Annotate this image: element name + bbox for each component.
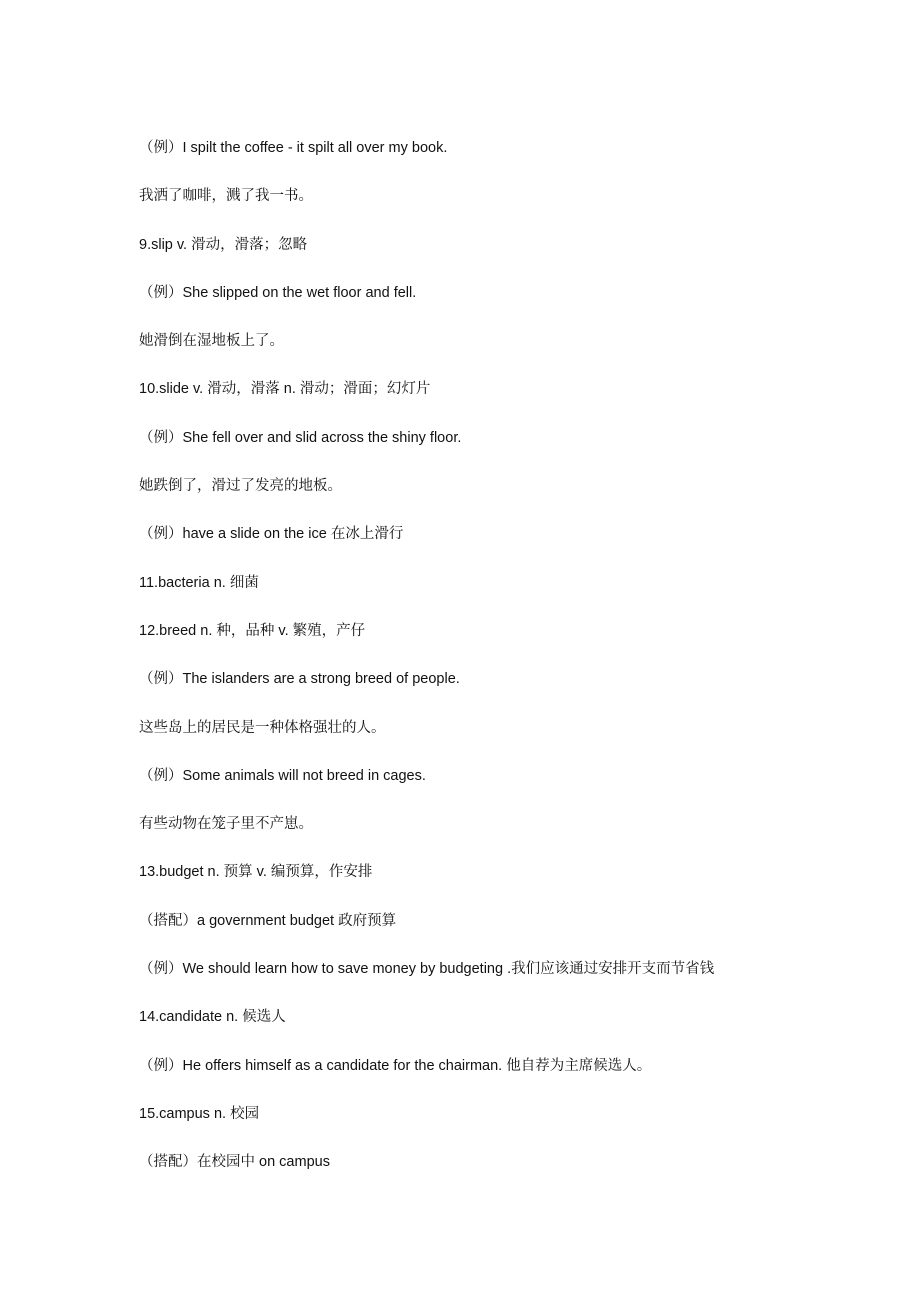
example-line: （例）We should learn how to save money by budgeting .我们应该通过安排开支而节省钱 (139, 961, 715, 978)
vocab-entry-slip: 9.slip v. 滑动，滑落；忽略 (139, 236, 308, 253)
document-body (139, 136, 879, 1199)
example-line: （例）have a slide on the ice 在冰上滑行 (139, 526, 404, 543)
example-line: （例）She slipped on the wet floor and fell. (139, 284, 417, 301)
vocab-entry-candidate: 14.candidate n. 候选人 (139, 1009, 286, 1026)
collocation-line: （搭配）a government budget 政府预算 (139, 912, 397, 929)
translation-line: 她跌倒了，滑过了发亮的地板。 (139, 478, 342, 495)
example-line: （例）I spilt the coffee - it spilt all over my book. (139, 140, 448, 156)
collocation-line: （搭配）在校园中 on campus (139, 1154, 330, 1171)
vocab-entry-budget: 13.budget n. 预算 v. 编预算，作安排 (139, 864, 373, 881)
vocab-entry-breed: 12.breed n. 种，品种 v. 繁殖，产仔 (139, 622, 366, 639)
example-line: （例）She fell over and slid across the shiny floor. (139, 429, 462, 446)
vocab-entry-bacteria: 11.bacteria n. 细菌 (139, 574, 259, 591)
vocab-entry-slide: 10.slide v. 滑动，滑落 n. 滑动；滑面；幻灯片 (139, 381, 431, 398)
translation-line: 有些动物在笼子里不产崽。 (139, 816, 313, 833)
example-line: （例）He offers himself as a candidate for the chairman. 他自荐为主席候选人。 (139, 1057, 652, 1074)
translation-line: 她滑倒在湿地板上了。 (139, 333, 284, 350)
translation-line: 我洒了咖啡，溅了我一书。 (139, 188, 313, 205)
example-line: （例）Some animals will not breed in cages. (139, 767, 426, 784)
translation-line: 这些岛上的居民是一种体格强壮的人。 (139, 719, 386, 736)
example-line: （例）The islanders are a strong breed of people. (139, 671, 460, 688)
vocab-entry-campus: 15.campus n. 校园 (139, 1105, 260, 1122)
